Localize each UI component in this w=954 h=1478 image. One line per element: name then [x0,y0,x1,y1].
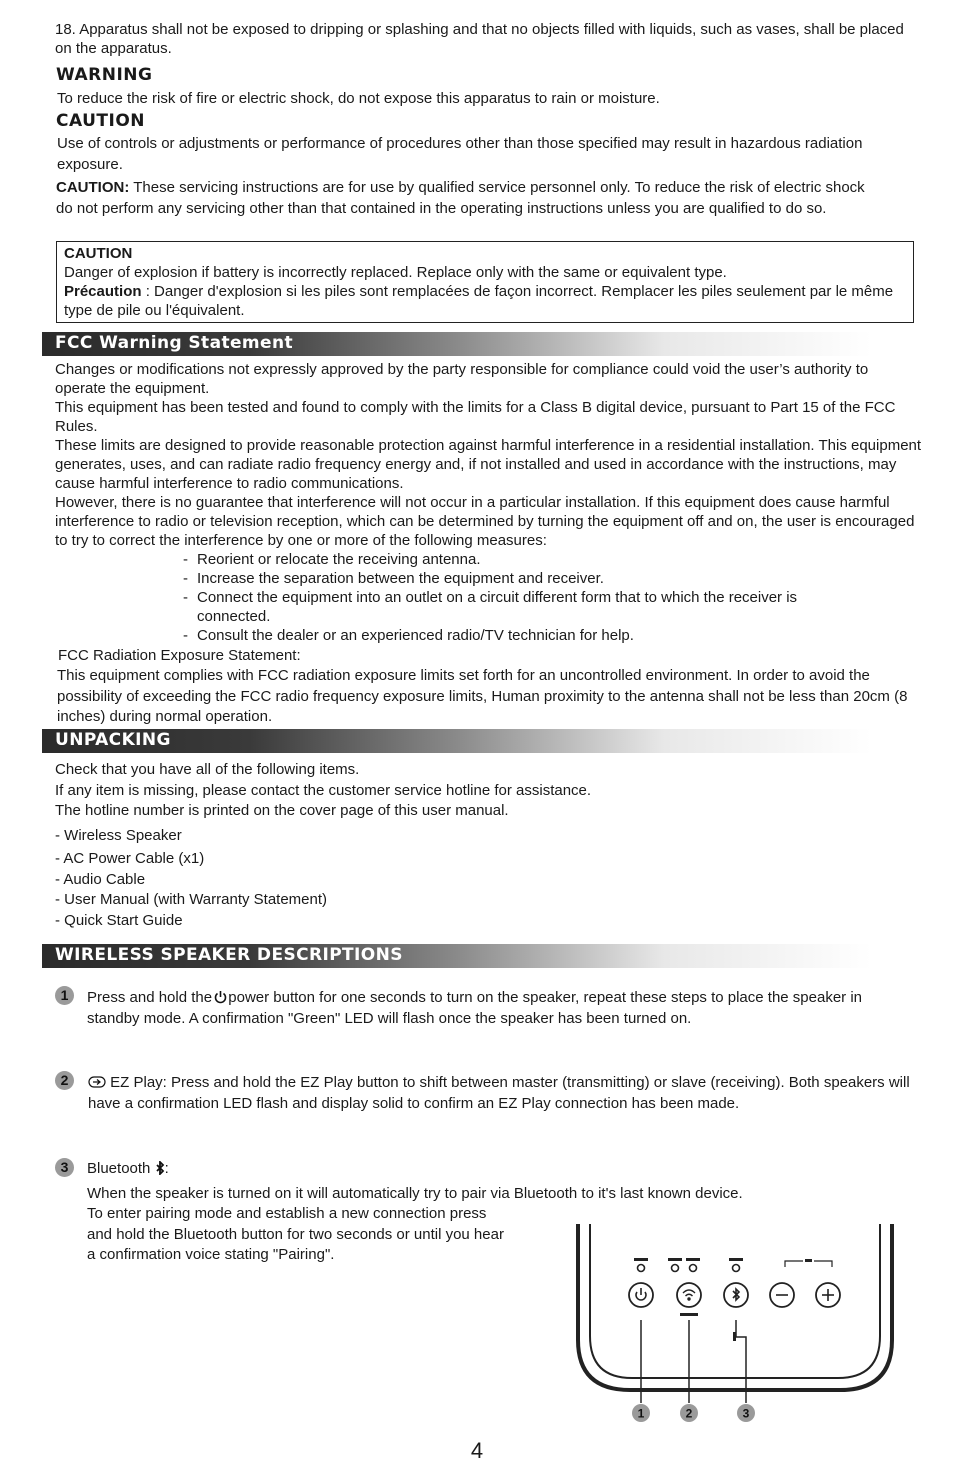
list-item: - Reorient or relocate the receiving antenna. [183,550,873,569]
number-1-bullet: 1 [55,986,74,1005]
caution-servicing-body: These servicing instructions are for use by qualified service personnel only. To reduce the risk of electric shock do not perform any servicing other than that contained in the operating instructions unless you are qualified to do so. [56,179,865,217]
number-3-bullet: 3 [55,1158,74,1177]
bluetooth-title [87,1159,169,1178]
power-icon [213,990,228,1004]
bluetooth-pairing-text: To enter pairing mode and establish a new connection press and hold the Bluetooth button for two seconds or until you hear a confirmation voice stating "Pairing". [87,1205,504,1263]
page-number: 4 [470,1438,484,1463]
unpacking-items-list [55,826,915,932]
unpacking-body [55,760,915,931]
fcc-paragraph: Changes or modifications not expressly approved by the party responsible for compliance could void the user’s authority to operate the equipment. [55,361,869,397]
callout-3 [737,1404,755,1422]
speaker-top-panel-diagram [570,1220,900,1430]
fcc-paragraph: However, there is no guarantee that interference will not occur in a particular installation. If this equipment does cause harmful interference to radio or television reception, which can be determined by turning the equipment off and on, the user is encouraged to try to correct the interference by one or more of the following measures: [55,494,915,549]
bluetooth-title-colon: : [164,1160,169,1177]
fcc-measures-list [183,550,873,645]
bluetooth-icon [155,1161,165,1175]
ez-play-description [88,1072,938,1114]
warning-text: To reduce the risk of fire or electric shock, do not expose this apparatus to rain or moisture. [57,90,660,107]
power-text-pre: Press and hold the [87,989,217,1006]
precaution-text [57,282,913,320]
list-item: - Audio Cable [55,870,146,888]
unpacking-line: Check that you have all of the following items. [55,761,360,778]
precaution-body: : Danger d'explosion si les piles sont remplacées de façon incorrect. Remplacer les piles seulement par le même type de pile ou l'équivalent. [64,283,894,319]
bluetooth-title-text: Bluetooth [87,1160,155,1177]
list-item: - User Manual (with Warranty Statement) [55,891,328,908]
callout-1-label: 1 [637,1406,645,1421]
caution-title: CAUTION [56,111,146,131]
radiation-title: FCC Radiation Exposure Statement: [58,647,301,664]
caution-servicing-text [56,178,866,219]
caution-text: Use of controls or adjustments or performance of procedures other than those specified may result in hazardous radiation exposure. [57,135,863,173]
callout-2 [680,1404,698,1422]
fcc-paragraph: These limits are designed to provide reasonable protection against harmful interference in a residential installation. This equipment generates, uses, and can radiate radio frequency energy and, if not installed and used in accordance with the instructions, may cause harmful interference to radio communications. [55,437,922,492]
radiation-text: This equipment complies with FCC radiation exposure limits set forth for an uncontrolled environment. In order to avoid the possibility of exceeding the FCC radio frequency exposure limits, Human proximity to the antenna shall not be less than 20cm (8 inches) during normal operation. [57,667,908,725]
list-item: - Connect the equipment into an outlet on a circuit different form that to which the receiver is connected. [183,588,873,626]
callout-1 [632,1404,650,1422]
caution-servicing-label: CAUTION: [56,179,130,196]
bluetooth-line: When the speaker is turned on it will automatically try to pair via Bluetooth to it's last known device. [87,1185,743,1202]
unpacking-line: If any item is missing, please contact the customer service hotline for assistance. [55,781,592,799]
warning-title: WARNING [56,65,153,85]
unpacking-line: The hotline number is printed on the cover page of this user manual. [55,802,509,819]
fcc-header-label: FCC Warning Statement [55,333,293,353]
list-item: - Wireless Speaker [55,826,182,844]
unpacking-header-label: UNPACKING [55,730,171,750]
list-item: - Consult the dealer or an experienced radio/TV technician for help. [183,626,873,645]
caution-box-title: CAUTION [64,245,133,262]
power-text-post: power button for one seconds to turn on the speaker, repeat these steps to place the speaker in standby mode. A confirmation "Green" LED will flash once the speaker has been turned on. [87,989,863,1027]
item-18-text: 18. Apparatus shall not be exposed to dripping or splashing and that no objects filled with liquids, such as vases, shall be placed on the apparatus. [55,21,904,57]
fcc-paragraph: This equipment has been tested and found to comply with the limits for a Class B digital device, pursuant to Part 15 of the FCC Rules. [55,399,896,435]
power-description [87,987,907,1029]
caution-box-line: Danger of explosion if battery is incorrectly replaced. Replace only with the same or equivalent type. [64,264,727,281]
callout-2-label: 2 [685,1406,693,1421]
number-2-bullet: 2 [55,1071,74,1090]
fcc-section-header [42,332,872,356]
unpacking-section-header [42,729,872,753]
descriptions-section-header [42,944,872,968]
list-item: - Quick Start Guide [55,911,183,929]
descriptions-header-label: WIRELESS SPEAKER DESCRIPTIONS [55,945,403,965]
ez-play-button [677,1283,701,1307]
fcc-body [55,360,940,728]
precaution-label: Précaution [64,283,142,300]
list-item: - Increase the separation between the equipment and receiver. [183,569,873,588]
ez-play-icon [88,1076,106,1088]
list-item: - AC Power Cable (x1) [55,850,205,867]
battery-caution-box [56,241,914,323]
ez-play-text: EZ Play: Press and hold the EZ Play button to shift between master (transmitting) or slave (receiving). Both speakers will have a confirmation LED flash and display solid to confirm an EZ Play connection has been made. [88,1074,910,1112]
callout-3-label: 3 [742,1406,750,1421]
